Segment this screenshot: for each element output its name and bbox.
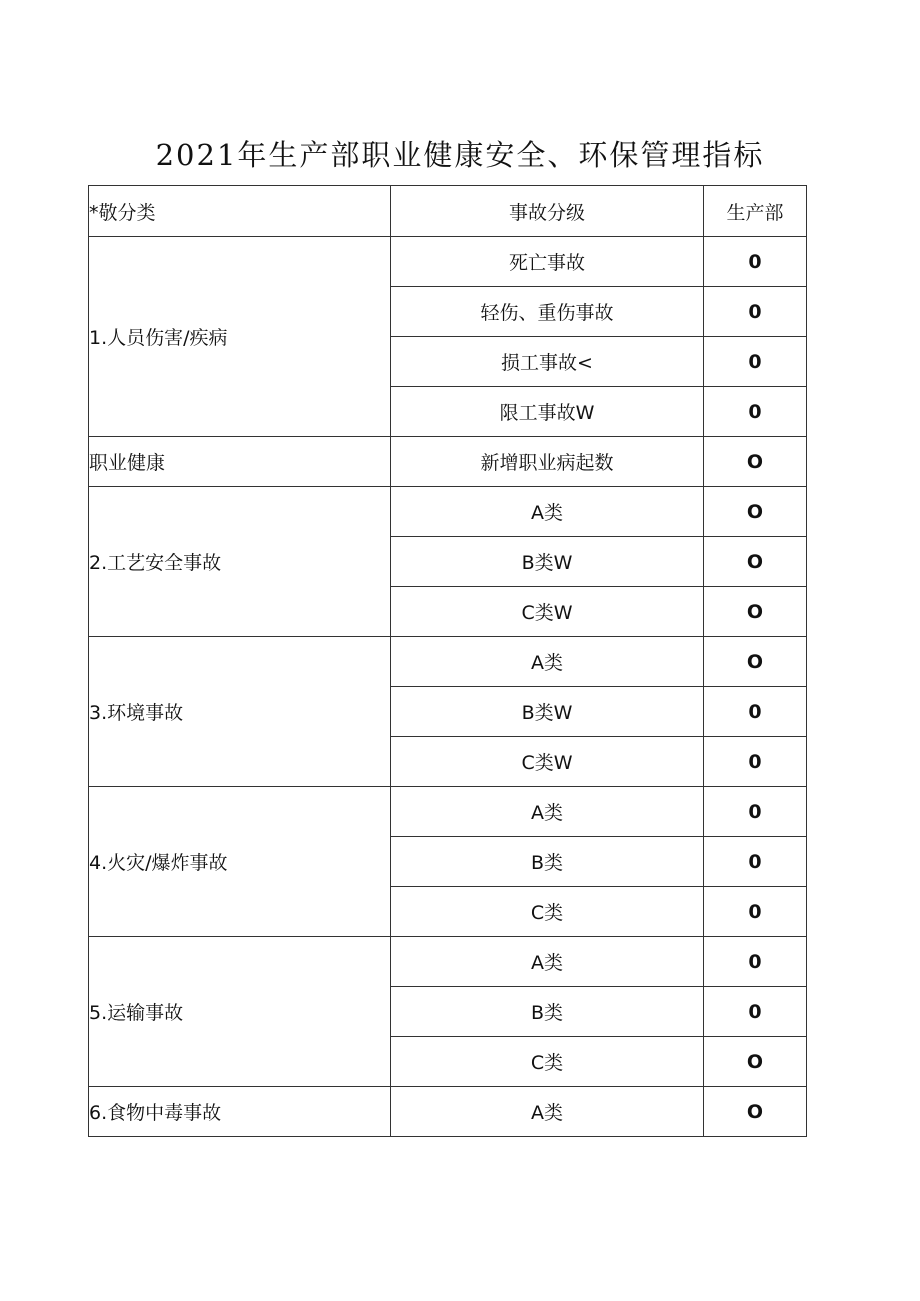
value-cell: 0 — [704, 987, 807, 1037]
value-cell: O — [704, 1037, 807, 1087]
value-cell: O — [704, 587, 807, 637]
page-title: 2021年生产部职业健康安全、环保管理指标 — [155, 138, 765, 172]
category-cell: 职业健康 — [89, 437, 391, 487]
level-cell: A类 — [391, 637, 704, 687]
value-cell: 0 — [704, 387, 807, 437]
value-cell: O — [704, 1087, 807, 1137]
level-cell: C类W — [391, 737, 704, 787]
level-cell: 限工事故W — [391, 387, 704, 437]
value-cell: O — [704, 487, 807, 537]
value-cell: 0 — [704, 237, 807, 287]
value-cell: O — [704, 537, 807, 587]
table-row — [89, 437, 807, 487]
category-cell: 2.工艺安全事故 — [89, 487, 391, 637]
level-cell: 新增职业病起数 — [391, 437, 704, 487]
level-cell: A类 — [391, 937, 704, 987]
value-cell: 0 — [704, 887, 807, 937]
category-cell: 3.环境事故 — [89, 637, 391, 787]
header-level: 事故分级 — [391, 186, 704, 237]
level-cell: A类 — [391, 787, 704, 837]
indicator-table-body — [89, 186, 807, 1137]
table-row — [89, 637, 807, 687]
table-row — [89, 937, 807, 987]
category-cell: 5.运输事故 — [89, 937, 391, 1087]
level-cell: C类W — [391, 587, 704, 637]
level-cell: 损工事故< — [391, 337, 704, 387]
header-department: 生产部 — [704, 186, 807, 237]
level-cell: 轻伤、重伤事故 — [391, 287, 704, 337]
value-cell: 0 — [704, 337, 807, 387]
level-cell: B类W — [391, 537, 704, 587]
table-row — [89, 487, 807, 537]
category-cell: 6.食物中毒事故 — [89, 1087, 391, 1137]
level-cell: A类 — [391, 1087, 704, 1137]
level-cell: B类 — [391, 837, 704, 887]
table-header-row — [89, 186, 807, 237]
value-cell: 0 — [704, 737, 807, 787]
value-cell: 0 — [704, 937, 807, 987]
category-cell: 1.人员伤害/疾病 — [89, 237, 391, 437]
level-cell: C类 — [391, 887, 704, 937]
indicator-table — [88, 185, 807, 1137]
level-cell: B类 — [391, 987, 704, 1037]
level-cell: B类W — [391, 687, 704, 737]
level-cell: 死亡事故 — [391, 237, 704, 287]
value-cell: O — [704, 437, 807, 487]
value-cell: 0 — [704, 837, 807, 887]
level-cell: A类 — [391, 487, 704, 537]
level-cell: C类 — [391, 1037, 704, 1087]
value-cell: O — [704, 637, 807, 687]
value-cell: 0 — [704, 287, 807, 337]
table-row — [89, 787, 807, 837]
header-category: *敬分类 — [89, 186, 391, 237]
value-cell: 0 — [704, 787, 807, 837]
table-row — [89, 237, 807, 287]
category-cell: 4.火灾/爆炸事故 — [89, 787, 391, 937]
table-row — [89, 1087, 807, 1137]
value-cell: 0 — [704, 687, 807, 737]
